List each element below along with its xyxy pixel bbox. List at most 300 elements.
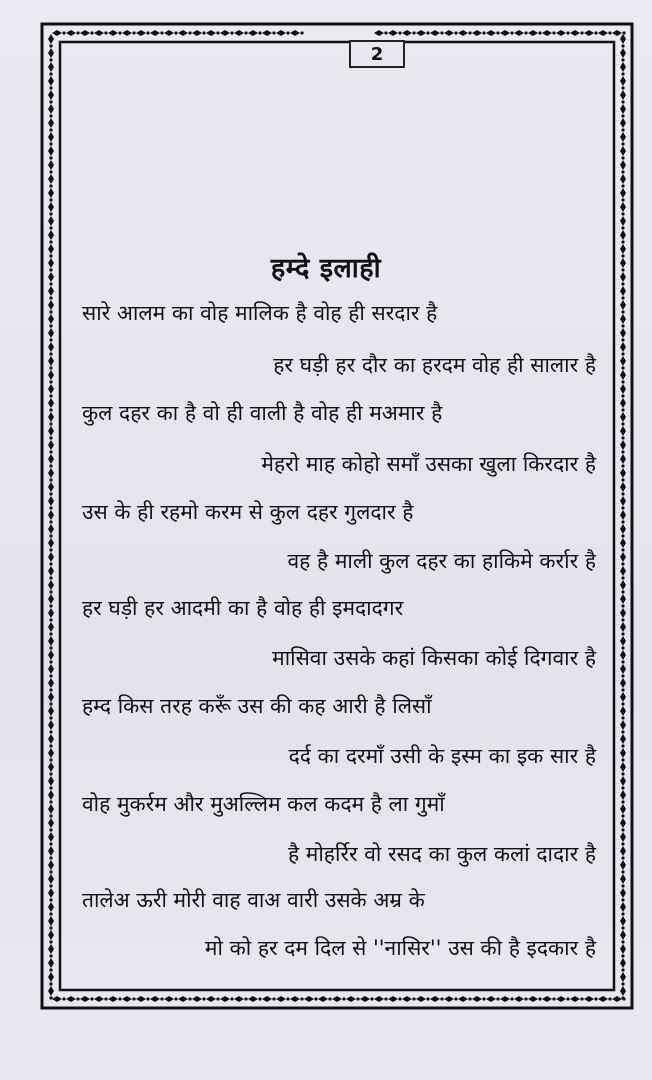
border-diamond [48, 930, 54, 940]
border-dot [608, 31, 611, 34]
border-diamond [528, 30, 538, 36]
border-dot [49, 408, 52, 411]
border-dot [342, 997, 345, 1000]
border-dot [49, 114, 52, 117]
border-diamond [48, 174, 54, 184]
border-diamond [234, 996, 244, 1002]
border-diamond [472, 30, 482, 36]
border-diamond [276, 30, 286, 36]
border-diamond [48, 594, 54, 604]
border-dot [621, 212, 624, 215]
border-dot [621, 422, 624, 425]
border-diamond [48, 776, 54, 786]
border-dot [621, 324, 624, 327]
border-dot [49, 310, 52, 313]
border-dot [621, 674, 624, 677]
border-diamond [192, 30, 202, 36]
border-dot [244, 997, 247, 1000]
border-dot [580, 997, 583, 1000]
border-diamond [48, 160, 54, 170]
border-diamond [48, 986, 54, 996]
border-dot [49, 534, 52, 537]
border-diamond [150, 30, 160, 36]
border-dot [621, 464, 624, 467]
border-dot [49, 828, 52, 831]
border-diamond [220, 30, 230, 36]
border-dot [76, 31, 79, 34]
border-diamond [48, 524, 54, 534]
border-dot [454, 31, 457, 34]
border-diamond [94, 30, 104, 36]
border-dot [608, 997, 611, 1000]
border-diamond [48, 510, 54, 520]
border-dot [496, 997, 499, 1000]
border-dot [621, 996, 624, 999]
border-dot [160, 31, 163, 34]
border-dot [426, 997, 429, 1000]
border-dot [62, 997, 65, 1000]
border-diamond [500, 30, 510, 36]
border-diamond [620, 762, 626, 772]
poem-line: है मोहर्रिर वो रसद का कुल कलां दादार है [287, 842, 596, 866]
border-dot [49, 870, 52, 873]
border-dot [594, 997, 597, 1000]
border-dot [49, 492, 52, 495]
poem-line: हर घड़ी हर आदमी का है वोह ही इमदादगर [82, 596, 404, 620]
border-diamond [48, 314, 54, 324]
poem-line: सारे आलम का वोह मालिक है वोह ही सरदार है [82, 301, 438, 325]
poem-line: मेहरो माह कोहो समाँ उसका खुला किरदार है [261, 452, 596, 476]
border-diamond [620, 552, 626, 562]
border-dot [621, 114, 624, 117]
border-diamond [48, 412, 54, 422]
border-diamond [620, 132, 626, 142]
border-dot [580, 31, 583, 34]
border-dot [621, 492, 624, 495]
border-dot [370, 997, 373, 1000]
border-diamond [620, 944, 626, 954]
border-diamond [48, 482, 54, 492]
border-dot [49, 576, 52, 579]
border-dot [49, 954, 52, 957]
border-diamond [48, 706, 54, 716]
border-diamond [620, 62, 626, 72]
border-diamond [620, 328, 626, 338]
border-diamond [620, 104, 626, 114]
border-diamond [514, 30, 524, 36]
border-dot [49, 324, 52, 327]
border-diamond [620, 804, 626, 814]
border-diamond [48, 734, 54, 744]
border-dot [49, 702, 52, 705]
border-diamond [262, 30, 272, 36]
border-dot [621, 408, 624, 411]
border-diamond [346, 996, 356, 1002]
border-dot [49, 618, 52, 621]
border-diamond [458, 30, 468, 36]
border-dot [174, 31, 177, 34]
border-diamond [108, 30, 118, 36]
border-dot [188, 31, 191, 34]
border-diamond [620, 34, 626, 44]
border-diamond [48, 650, 54, 660]
border-dot [49, 478, 52, 481]
border-diamond [620, 986, 626, 996]
border-diamond [620, 776, 626, 786]
border-dot [621, 772, 624, 775]
border-dot [482, 997, 485, 1000]
border-diamond [528, 996, 538, 1002]
border-dot [621, 128, 624, 131]
border-dot [49, 912, 52, 915]
border-diamond [48, 664, 54, 674]
border-diamond [48, 888, 54, 898]
border-diamond [620, 678, 626, 688]
border-diamond [290, 996, 300, 1002]
poem-line: मासिवा उसके कहां किसका कोई दिगवार है [272, 646, 596, 670]
poem-title: हम्दे इलाही [270, 253, 382, 284]
border-dot [412, 997, 415, 1000]
border-dot [496, 31, 499, 34]
border-dot [49, 968, 52, 971]
border-dot [621, 618, 624, 621]
border-diamond [430, 30, 440, 36]
poem-line: तालेअ ऊरी मोरी वाह वाअ वारी उसके अम्र के [82, 888, 425, 912]
border-dot [118, 997, 121, 1000]
border-diamond [620, 650, 626, 660]
border-diamond [620, 790, 626, 800]
border-diamond [486, 996, 496, 1002]
border-dot [49, 464, 52, 467]
border-dot [49, 660, 52, 663]
border-dot [90, 31, 93, 34]
border-dot [621, 142, 624, 145]
border-dot [412, 31, 415, 34]
border-dot [202, 31, 205, 34]
border-dot [76, 997, 79, 1000]
border-diamond [620, 608, 626, 618]
border-diamond [48, 692, 54, 702]
border-dot [621, 338, 624, 341]
border-dot [566, 31, 569, 34]
border-diamond [48, 636, 54, 646]
border-dot [622, 31, 625, 34]
border-diamond [164, 30, 174, 36]
border-diamond [620, 538, 626, 548]
border-diamond [48, 202, 54, 212]
border-dot [621, 576, 624, 579]
border-diamond [402, 996, 412, 1002]
border-dot [258, 997, 261, 1000]
border-diamond [388, 996, 398, 1002]
page-number: 2 [349, 40, 405, 68]
border-dot [49, 730, 52, 733]
border-dot [621, 170, 624, 173]
border-diamond [620, 594, 626, 604]
border-dot [621, 478, 624, 481]
border-diamond [48, 846, 54, 856]
border-diamond [234, 30, 244, 36]
border-dot [160, 997, 163, 1000]
border-diamond [48, 818, 54, 828]
border-diamond [360, 996, 370, 1002]
border-dot [104, 997, 107, 1000]
border-diamond [48, 902, 54, 912]
border-diamond [570, 30, 580, 36]
border-dot [621, 716, 624, 719]
border-dot [49, 674, 52, 677]
border-dot [538, 997, 541, 1000]
border-dot [49, 128, 52, 131]
border-diamond [472, 996, 482, 1002]
border-diamond [48, 300, 54, 310]
border-diamond [48, 398, 54, 408]
border-dot [174, 997, 177, 1000]
border-dot [621, 506, 624, 509]
border-diamond [48, 132, 54, 142]
border-dot [621, 366, 624, 369]
border-diamond [276, 996, 286, 1002]
border-dot [49, 758, 52, 761]
border-diamond [122, 996, 132, 1002]
border-diamond [48, 566, 54, 576]
border-diamond [48, 188, 54, 198]
border-diamond [48, 230, 54, 240]
border-dot [621, 828, 624, 831]
border-dot [621, 982, 624, 985]
border-dot [621, 58, 624, 61]
border-diamond [290, 30, 300, 36]
border-dot [49, 548, 52, 551]
border-diamond [374, 30, 384, 36]
border-dot [49, 86, 52, 89]
border-dot [49, 590, 52, 593]
border-dot [454, 997, 457, 1000]
border-dot [49, 450, 52, 453]
border-dot [621, 646, 624, 649]
border-diamond [620, 930, 626, 940]
border-dot [524, 31, 527, 34]
border-dot [49, 856, 52, 859]
border-dot [216, 997, 219, 1000]
border-dot [230, 31, 233, 34]
border-diamond [620, 300, 626, 310]
border-dot [272, 997, 275, 1000]
border-dot [524, 997, 527, 1000]
border-diamond [48, 944, 54, 954]
border-diamond [66, 30, 76, 36]
border-diamond [108, 996, 118, 1002]
border-dot [621, 688, 624, 691]
border-dot [621, 562, 624, 565]
border-diamond [612, 30, 622, 36]
border-diamond [48, 832, 54, 842]
border-diamond [620, 146, 626, 156]
border-dot [621, 702, 624, 705]
border-dot [49, 184, 52, 187]
border-dot [49, 212, 52, 215]
border-dot [621, 870, 624, 873]
border-diamond [48, 580, 54, 590]
border-dot [49, 898, 52, 901]
border-dot [468, 31, 471, 34]
border-diamond [556, 996, 566, 1002]
border-diamond [48, 370, 54, 380]
border-dot [621, 86, 624, 89]
border-dot [258, 31, 261, 34]
border-diamond [620, 818, 626, 828]
border-diamond [620, 622, 626, 632]
border-dot [244, 31, 247, 34]
border-diamond [48, 342, 54, 352]
border-diamond [444, 996, 454, 1002]
border-diamond [620, 566, 626, 576]
border-diamond [620, 454, 626, 464]
border-diamond [620, 874, 626, 884]
border-dot [118, 31, 121, 34]
border-dot [594, 31, 597, 34]
poem-line: मो को हर दम दिल से ''नासिर'' उस की है इदकार है [204, 936, 596, 960]
border-diamond [620, 902, 626, 912]
border-diamond [164, 996, 174, 1002]
border-diamond [430, 996, 440, 1002]
border-dot [621, 968, 624, 971]
border-dot [621, 296, 624, 299]
border-diamond [48, 496, 54, 506]
border-dot [300, 997, 303, 1000]
border-diamond [150, 996, 160, 1002]
border-dot [49, 688, 52, 691]
border-dot [49, 940, 52, 943]
border-dot [621, 744, 624, 747]
border-diamond [192, 996, 202, 1002]
border-diamond [318, 996, 328, 1002]
border-diamond [620, 496, 626, 506]
border-diamond [206, 30, 216, 36]
border-dot [286, 31, 289, 34]
border-diamond [52, 30, 62, 36]
border-diamond [584, 30, 594, 36]
poem-line: कुल दहर का है वो ही वाली है वोह ही मअमार है [82, 401, 443, 425]
border-dot [49, 884, 52, 887]
border-dot [328, 997, 331, 1000]
border-dot [49, 646, 52, 649]
border-dot [552, 997, 555, 1000]
border-dot [230, 997, 233, 1000]
border-dot [49, 226, 52, 229]
border-dot [510, 31, 513, 34]
border-diamond [620, 972, 626, 982]
border-dot [621, 814, 624, 817]
border-dot [49, 562, 52, 565]
border-dot [621, 198, 624, 201]
border-dot [132, 997, 135, 1000]
border-diamond [620, 118, 626, 128]
border-diamond [48, 454, 54, 464]
border-diamond [206, 996, 216, 1002]
border-dot [621, 954, 624, 957]
border-diamond [332, 996, 342, 1002]
border-diamond [620, 636, 626, 646]
border-dot [132, 31, 135, 34]
border-dot [49, 44, 52, 47]
border-dot [621, 660, 624, 663]
border-dot [621, 898, 624, 901]
border-diamond [178, 996, 188, 1002]
poem-line: वोह मुकर्रम और मुअल्लिम कल कदम है ला गुमाँ [82, 792, 445, 816]
border-diamond [48, 972, 54, 982]
border-dot [621, 156, 624, 159]
border-diamond [48, 860, 54, 870]
border-dot [621, 856, 624, 859]
border-dot [49, 142, 52, 145]
border-diamond [402, 30, 412, 36]
border-dot [49, 380, 52, 383]
poem-line: उस के ही रहमो करम से कुल दहर गुलदार है [82, 500, 414, 524]
border-diamond [374, 996, 384, 1002]
border-diamond [620, 314, 626, 324]
border-dot [49, 786, 52, 789]
border-diamond [620, 720, 626, 730]
border-diamond [48, 48, 54, 58]
border-diamond [620, 580, 626, 590]
border-diamond [500, 996, 510, 1002]
border-diamond [514, 996, 524, 1002]
border-dot [49, 744, 52, 747]
border-diamond [620, 398, 626, 408]
border-diamond [248, 30, 258, 36]
border-diamond [620, 230, 626, 240]
border-diamond [620, 748, 626, 758]
border-dot [621, 590, 624, 593]
border-diamond [48, 538, 54, 548]
border-dot [621, 450, 624, 453]
border-diamond [542, 996, 552, 1002]
poem-line: हम्द किस तरह करूँ उस की कह आरी है लिसाँ [82, 694, 432, 718]
border-dot [104, 31, 107, 34]
border-diamond [620, 370, 626, 380]
border-diamond [136, 996, 146, 1002]
border-diamond [48, 916, 54, 926]
border-diamond [48, 720, 54, 730]
border-dot [621, 758, 624, 761]
border-diamond [620, 384, 626, 394]
border-diamond [620, 860, 626, 870]
border-diamond [48, 874, 54, 884]
border-diamond [612, 996, 622, 1002]
border-dot [49, 800, 52, 803]
border-diamond [48, 34, 54, 44]
border-diamond [620, 426, 626, 436]
border-dot [188, 997, 191, 1000]
border-diamond [48, 804, 54, 814]
border-dot [621, 380, 624, 383]
border-diamond [620, 734, 626, 744]
border-diamond [620, 482, 626, 492]
border-dot [49, 338, 52, 341]
border-diamond [416, 996, 426, 1002]
border-dot [49, 170, 52, 173]
border-diamond [48, 76, 54, 86]
border-dot [621, 912, 624, 915]
border-dot [300, 31, 303, 34]
border-diamond [620, 202, 626, 212]
border-dot [621, 884, 624, 887]
border-diamond [542, 30, 552, 36]
border-dot [621, 184, 624, 187]
border-dot [621, 800, 624, 803]
border-diamond [620, 706, 626, 716]
